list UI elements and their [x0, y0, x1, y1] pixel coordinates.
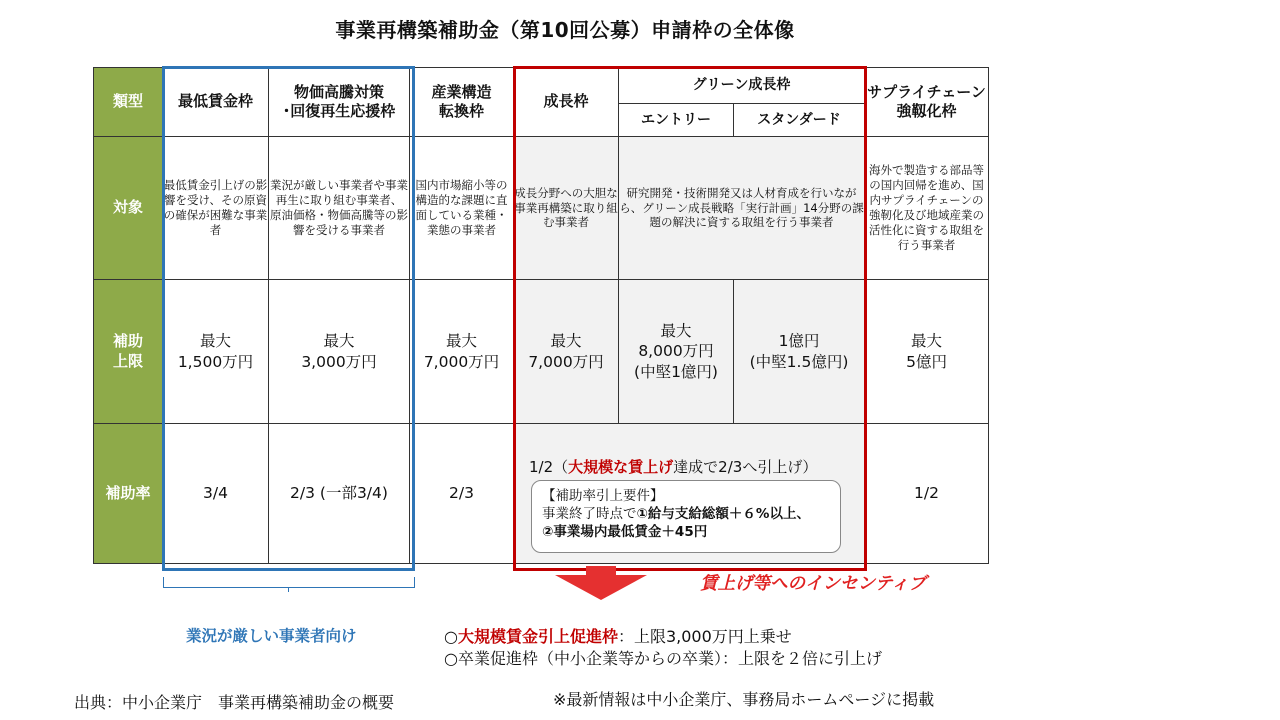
bonus-line1-mark: ○: [444, 627, 458, 646]
bonus-frames: [444, 626, 882, 671]
blue-note: 業況が厳しい事業者向け: [186, 627, 357, 645]
rate-growth-prefix: 1/2（: [529, 458, 569, 476]
col-growth: 成長枠: [514, 68, 619, 137]
col-green: グリーン成長枠: [619, 68, 865, 104]
limit-conversion-line2: 7,000万円: [423, 352, 500, 371]
rate-growth-line: [529, 456, 817, 477]
down-arrow-icon: [555, 566, 647, 600]
col-conversion-line1: 産業構造: [431, 82, 492, 101]
col-price-line2: ･回復再生応援枠: [282, 102, 396, 120]
rate-growth-highlight: 大規模な賃上げ: [568, 458, 674, 476]
target-price-line1: 業況が厳しい事業者や事業再生に取り組む事業者、: [270, 178, 408, 208]
limit-min-wage-line2: 1,500万円: [177, 352, 254, 371]
rate-growth-green: [519, 430, 859, 562]
col-price: [269, 68, 410, 137]
req-title: 【補助率引上要件】: [542, 488, 664, 504]
bonus-line2: ○卒業促進枠（中小企業等からの卒業）：上限を２倍に引上げ: [444, 649, 882, 669]
limit-min-wage: [163, 280, 269, 424]
header-limit: [94, 280, 163, 424]
limit-growth-line1: 最大: [550, 332, 582, 351]
blue-bracket-tick: [288, 587, 289, 592]
header-target: 対象: [94, 137, 163, 280]
limit-green-entry-line2: 8,000万円: [638, 342, 714, 361]
req-line2: [542, 505, 830, 523]
header-limit-line1: 補助: [112, 332, 143, 350]
limit-price-line2: 3,000万円: [301, 352, 377, 371]
latest-info-note: ※最新情報は中小企業庁、事務局ホームページに掲載: [553, 690, 935, 709]
bonus-line1: [444, 626, 882, 648]
req-line3: [542, 523, 830, 541]
blue-bracket: [163, 577, 415, 588]
limit-price-line1: 最大: [323, 332, 355, 351]
rate-price: 2/3 (一部3/4): [269, 424, 410, 564]
limit-green-entry-line1: 最大: [660, 322, 692, 341]
limit-green-standard-line1: 1億円: [778, 332, 820, 351]
limit-growth: [514, 280, 619, 424]
header-limit-line2: 上限: [112, 351, 143, 370]
limit-conversion: [410, 280, 514, 424]
req-line2-plain: 事業終了時点で: [542, 506, 637, 523]
req-line2-bold: ①給与支給総額＋６%以上、: [636, 506, 810, 523]
limit-green-entry-line3: (中堅1億円): [634, 362, 718, 381]
bonus-line1-highlight: 大規模賃金引上促進枠: [457, 627, 618, 646]
target-price: [269, 137, 410, 280]
page-title: 事業再構築補助金（第10回公募）申請枠の全体像: [335, 18, 795, 42]
col-supply: [865, 68, 989, 137]
limit-green-entry: [619, 280, 734, 424]
target-green: 研究開発・技術開発又は人材育成を行いながら、グリーン成長戦略「実行計画」14分野の課題の解決に資する取組を行う事業者: [619, 137, 865, 280]
target-min-wage: 最低賃金引上げの影響を受け、その原資の確保が困難な事業者: [163, 137, 269, 280]
col-conversion-line2: 転換枠: [438, 102, 484, 120]
col-supply-line2: 強靱化枠: [896, 102, 957, 120]
rate-growth-suffix: 達成で2/3へ引上げ）: [673, 458, 818, 476]
target-growth: 成長分野への大胆な事業再構築に取り組む事業者: [514, 137, 619, 280]
limit-price: [269, 280, 410, 424]
limit-supply-line1: 最大: [911, 332, 943, 351]
col-price-line1: 物価高騰対策: [293, 82, 384, 101]
limit-green-standard-line2: (中堅1.5億円): [749, 352, 849, 371]
col-green-standard: スタンダード: [734, 104, 865, 137]
col-conversion: [410, 68, 514, 137]
target-price-line2: 原油価格・物価高騰等の影響を受ける事業者: [270, 208, 408, 237]
limit-green-standard: [734, 280, 865, 424]
source-note: 出典：中小企業庁 事業再構築補助金の概要: [74, 693, 395, 712]
limit-conversion-line1: 最大: [445, 332, 477, 351]
limit-supply: [865, 280, 989, 424]
limit-growth-line2: 7,000万円: [528, 352, 604, 371]
incentive-label: 賃上げ等へのインセンティブ: [700, 574, 927, 594]
rate-min-wage: 3/4: [163, 424, 269, 564]
target-conversion: 国内市場縮小等の構造的な課題に直面している業種・業態の事業者: [410, 137, 514, 280]
rate-conversion: 2/3: [410, 424, 514, 564]
rate-supply: 1/2: [865, 424, 989, 564]
req-line3-bold: ②事業場内最低賃金＋45円: [542, 524, 708, 541]
col-supply-line1: サプライチェーン: [867, 82, 986, 101]
col-green-entry: エントリー: [619, 104, 734, 137]
col-min-wage: 最低賃金枠: [163, 68, 269, 137]
target-supply: 海外で製造する部品等の国内回帰を進め、国内サプライチェーンの強靭化及び地域産業の活性化に資する取組を行う事業者: [865, 137, 989, 280]
limit-min-wage-line1: 最大: [199, 332, 231, 351]
bonus-line1-rest: ：上限3,000万円上乗せ: [617, 627, 792, 646]
header-rate: 補助率: [94, 424, 163, 564]
rate-requirement-box: [531, 480, 841, 553]
limit-supply-line2: 5億円: [906, 352, 947, 371]
header-type: 類型: [94, 68, 163, 137]
